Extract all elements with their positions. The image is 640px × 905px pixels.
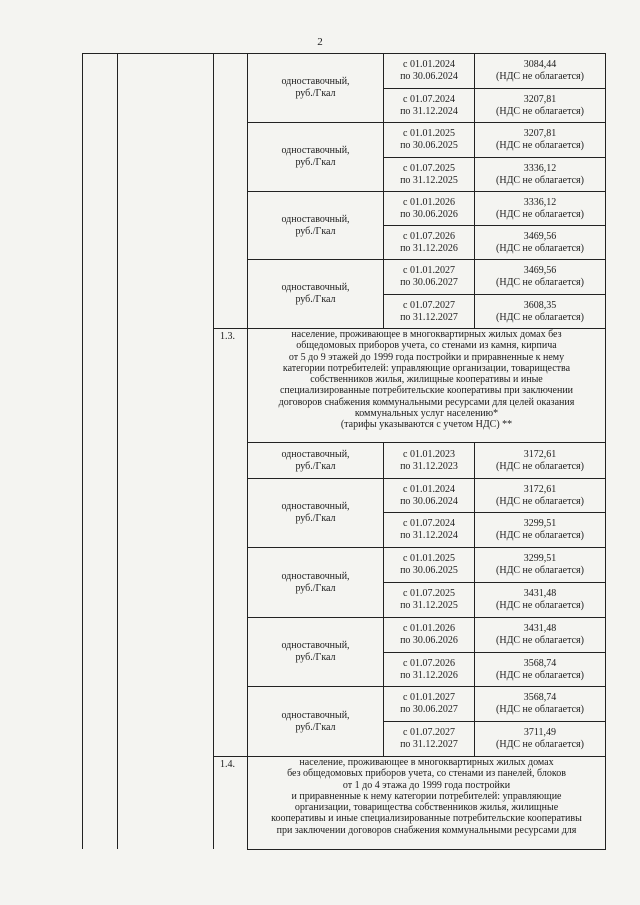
tariff-value-line: 3469,56 (523, 230, 557, 242)
period-line: по 31.12.2026 (400, 669, 458, 681)
tariff-value-line: 3711,49 (523, 727, 557, 738)
period-line: по 31.12.2025 (400, 600, 458, 611)
table-rule (213, 53, 214, 849)
tariff-value (475, 479, 605, 512)
period-line: с 01.01.2025 (403, 553, 455, 564)
period-line: по 31.12.2024 (400, 530, 458, 541)
tariff-type-line: одноставочный, (281, 570, 350, 582)
period (384, 89, 474, 122)
tariff-value-line: (НДС не облагается) (496, 174, 584, 186)
period-line: по 30.06.2027 (400, 704, 458, 715)
period-line: по 31.12.2027 (400, 311, 458, 323)
tariff-type (248, 618, 383, 686)
tariff-value-line: (НДС не облагается) (496, 669, 584, 681)
tariff-type-line: одноставочный, (281, 76, 350, 87)
period-line: по 31.12.2026 (400, 242, 458, 254)
description-line: при заключении договоров снабжения коммунальными ресурсами для (276, 824, 577, 836)
tariff-type-line: руб./Гкал (295, 652, 336, 663)
tariff-value (475, 583, 605, 617)
description-line: общедомовых приборов учета, со стенами из камня, кирпича (296, 340, 557, 352)
period-line: с 01.07.2025 (403, 588, 455, 599)
tariff-type-line: руб./Гкал (295, 88, 336, 99)
period-line: с 01.07.2026 (403, 657, 455, 669)
description-line: от 1 до 4 этажа до 1999 года постройки (342, 779, 511, 791)
description-line: и приравненные к нему категории потребителей: управляющие (291, 790, 562, 802)
tariff-value-line: 3336,12 (523, 162, 557, 174)
period-line: по 30.06.2026 (400, 635, 458, 646)
tariff-type-line: одноставочный, (281, 709, 350, 721)
page-number: 2 (317, 36, 323, 48)
tariff-type-line: руб./Гкал (295, 157, 336, 168)
tariff-value (475, 89, 605, 122)
period (384, 54, 474, 88)
tariff-value-line: 3299,51 (523, 553, 557, 564)
tariff-value-line: (НДС не облагается) (496, 530, 584, 541)
tariff-value (475, 443, 605, 478)
period-line: с 01.07.2024 (403, 93, 455, 105)
tariff-value (475, 618, 605, 652)
tariff-value-line: (НДС не облагается) (496, 739, 584, 750)
tariff-value-line: (НДС не облагается) (496, 71, 584, 82)
tariff-type-line: руб./Гкал (295, 582, 336, 594)
tariff-value-line: 3207,81 (523, 128, 557, 139)
tariff-value-line: 3568,74 (523, 657, 557, 669)
period-line: по 31.12.2027 (400, 739, 458, 750)
period (384, 479, 474, 512)
tariff-type (248, 687, 383, 756)
tariff-value (475, 548, 605, 582)
table-rule (247, 849, 606, 850)
table-rule (383, 294, 606, 295)
period-line: с 01.01.2026 (403, 623, 455, 634)
period-line: по 30.06.2025 (400, 565, 458, 576)
tariff-value (475, 123, 605, 157)
period-line: с 01.07.2024 (403, 518, 455, 529)
description-line: кооперативы и иные специализированные потребительские кооперативы (271, 813, 582, 825)
description-line: собственников жилья, жилищные кооперативы и иные (310, 374, 543, 386)
tariff-value-line: (НДС не облагается) (496, 600, 584, 611)
tariff-type (248, 260, 383, 328)
period-line: с 01.07.2026 (403, 230, 455, 242)
tariff-value-line: (НДС не облагается) (496, 277, 584, 288)
period (384, 295, 474, 328)
tariff-value-line: (НДС не облагается) (496, 565, 584, 576)
tariff-value (475, 260, 605, 294)
description-line: категории потребителей: управляющие организации, товарищества (282, 362, 571, 374)
period (384, 548, 474, 582)
tariff-value (475, 158, 605, 191)
tariff-type (248, 443, 383, 478)
tariff-value-line: (НДС не облагается) (496, 460, 584, 472)
tariff-value-line: 3431,48 (523, 623, 557, 634)
tariff-value-line: 3336,12 (523, 196, 557, 208)
period (384, 513, 474, 547)
tariff-type-line: одноставочный, (281, 448, 350, 460)
description-line: (тарифы указываются с учетом НДС) ** (340, 419, 513, 431)
table-rule (247, 328, 248, 442)
tariff-type-line: одноставочный, (281, 640, 350, 651)
period (384, 260, 474, 294)
tariff-value-line: (НДС не облагается) (496, 704, 584, 715)
period (384, 618, 474, 652)
tariff-value-line: (НДС не облагается) (496, 242, 584, 254)
period-line: с 01.07.2027 (403, 299, 455, 311)
tariff-value-line: 3431,48 (523, 588, 557, 599)
tariff-value-line: (НДС не облагается) (496, 140, 584, 151)
tariff-value-line: 3469,56 (523, 265, 557, 276)
tariff-type-line: руб./Гкал (295, 294, 336, 305)
period (384, 583, 474, 617)
tariff-value-line: 3299,51 (523, 518, 557, 529)
tariff-type (248, 54, 383, 122)
table-rule (383, 721, 606, 722)
period-line: с 01.07.2025 (403, 162, 455, 174)
tariff-value-line: 3172,61 (523, 448, 557, 460)
item-number: 1.4. (220, 759, 235, 770)
tariff-value-line: 3207,81 (523, 93, 557, 105)
period-line: по 30.06.2024 (400, 495, 458, 507)
tariff-value-line: (НДС не облагается) (496, 495, 584, 507)
period (384, 158, 474, 191)
tariff-value (475, 192, 605, 225)
period (384, 443, 474, 478)
tariff-value (475, 687, 605, 721)
tariff-type (248, 123, 383, 191)
period-line: с 01.01.2025 (403, 128, 455, 139)
table-rule (383, 512, 606, 513)
description-line: договоров снабжения коммунальными ресурсами для целей оказания (278, 396, 575, 408)
tariff-type-line: одноставочный, (281, 213, 350, 225)
tariff-value-line: (НДС не облагается) (496, 208, 584, 220)
tariff-type-line: одноставочный, (281, 145, 350, 156)
table-rule (82, 53, 83, 849)
period (384, 653, 474, 686)
description-line: без общедомовых приборов учета, со стенами из панелей, блоков (287, 768, 566, 780)
period-line: с 01.01.2027 (403, 692, 455, 703)
tariff-type-line: руб./Гкал (295, 225, 336, 237)
tariff-value-line: 3172,61 (523, 483, 557, 495)
period (384, 192, 474, 225)
period-line: с 01.01.2023 (403, 448, 455, 460)
period-line: по 31.12.2024 (400, 105, 458, 117)
period-line: с 01.01.2024 (403, 59, 455, 70)
period-line: по 30.06.2024 (400, 71, 458, 82)
table-rule (605, 53, 606, 849)
tariff-type (248, 192, 383, 259)
period-line: с 01.01.2027 (403, 265, 455, 276)
period-line: по 30.06.2026 (400, 208, 458, 220)
description-line: специализированные потребительские кооперативы при заключении (279, 385, 574, 397)
period-line: по 30.06.2027 (400, 277, 458, 288)
tariff-type-line: руб./Гкал (295, 721, 336, 733)
description-line: население, проживающее в многоквартирных жилых домах без (291, 329, 562, 340)
tariff-value (475, 295, 605, 328)
period-line: по 31.12.2025 (400, 174, 458, 186)
description-line: население, проживающее в многоквартирных жилых домах (299, 757, 554, 768)
tariff-value (475, 722, 605, 756)
period-line: с 01.01.2026 (403, 196, 455, 208)
table-rule (383, 582, 606, 583)
tariff-value-line: 3084,44 (523, 59, 557, 70)
description-line: организации, товарищества собственников жилья, жилищные (294, 802, 559, 814)
tariff-value (475, 513, 605, 547)
table-rule (117, 53, 118, 849)
tariff-value (475, 653, 605, 686)
tariff-value-line: 3568,74 (523, 692, 557, 703)
tariff-type-line: руб./Гкал (295, 513, 336, 524)
tariff-value-line: (НДС не облагается) (496, 311, 584, 323)
tariff-value (475, 226, 605, 259)
period-line: с 01.07.2027 (403, 727, 455, 738)
tariff-value-line: (НДС не облагается) (496, 635, 584, 646)
tariff-type-line: одноставочный, (281, 282, 350, 293)
tariff-type (248, 479, 383, 547)
tariff-type-line: одноставочный, (281, 501, 350, 512)
category-description (249, 757, 604, 836)
item-number: 1.3. (220, 331, 235, 342)
period (384, 722, 474, 756)
tariff-value-line: (НДС не облагается) (496, 105, 584, 117)
description-line: от 5 до 9 этажей до 1999 года постройки и приравненные к нему (288, 351, 565, 363)
description-line: коммунальных услуг населению* (354, 408, 499, 420)
period-line: по 31.12.2023 (400, 460, 458, 472)
tariff-type-line: руб./Гкал (295, 460, 336, 472)
category-description (249, 329, 604, 431)
table-rule (383, 652, 606, 653)
table-rule (383, 157, 606, 158)
period (384, 226, 474, 259)
period (384, 123, 474, 157)
table-rule (383, 225, 606, 226)
tariff-value-line: 3608,35 (523, 299, 557, 311)
period-line: по 30.06.2025 (400, 140, 458, 151)
period (384, 687, 474, 721)
period-line: с 01.01.2024 (403, 483, 455, 495)
table-rule (383, 88, 606, 89)
tariff-value (475, 54, 605, 88)
table-rule (247, 756, 248, 849)
tariff-type (248, 548, 383, 617)
